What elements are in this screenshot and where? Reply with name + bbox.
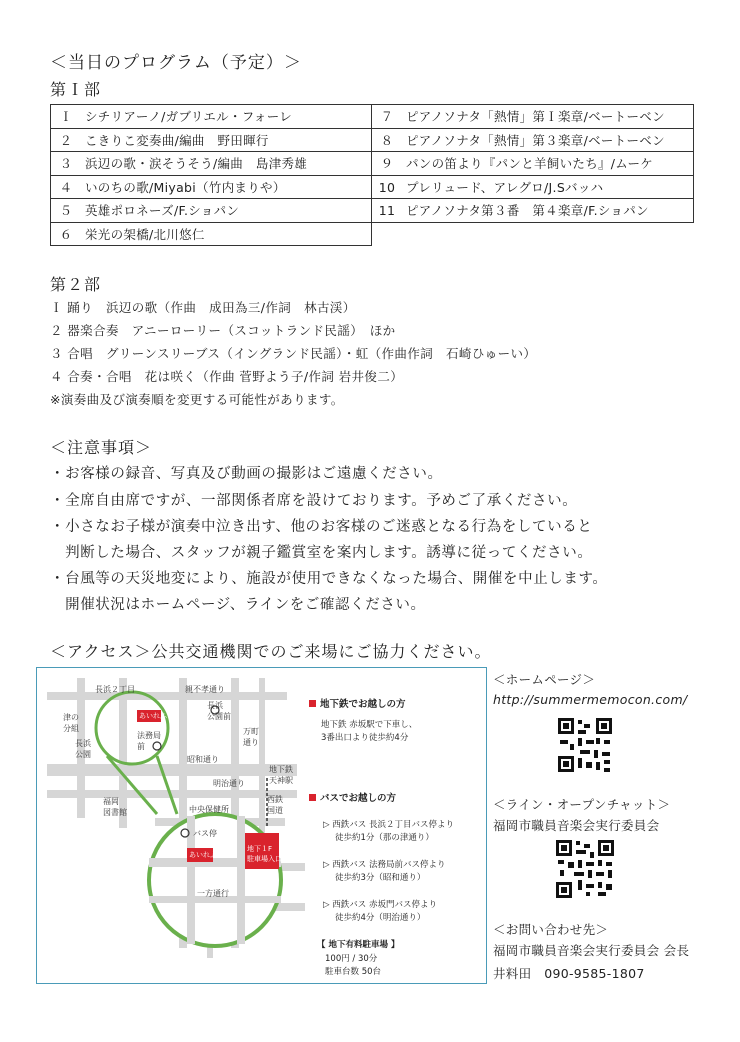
homepage-label: ＜ホームページ＞: [493, 672, 596, 687]
bus-route: 徒歩約1分（那の津通り）: [335, 833, 434, 843]
map-label: あいれふ: [189, 851, 217, 859]
table-row: [51, 128, 694, 152]
map-label: 万町 通り: [243, 727, 259, 747]
program-item: 10 プレリュード、アレグロ/J.Sバッハ: [372, 175, 694, 199]
notice-item: 開催状況はホームページ、ラインをご確認ください。: [50, 597, 426, 613]
notice-item: 判断した場合、スタッフが親子鑑賞室を案内します。誘導に従ってください。: [50, 545, 593, 561]
notices-heading: ＜注意事項＞: [50, 438, 153, 457]
subway-title: 地下鉄でお越しの方: [309, 696, 406, 710]
table-row: [51, 175, 694, 199]
part2-item: ２ 器楽合奏 アニーローリー（スコットランド民謡） ほか: [50, 323, 396, 338]
parking-line: 駐車台数 50台: [325, 967, 382, 977]
program-item: ５ 英雄ポロネーズ/F.ショパン: [51, 199, 372, 223]
map-label: 福岡 図書館: [103, 797, 127, 817]
contact-label: ＜お問い合わせ先＞: [493, 922, 609, 937]
program-item: ９ パンの笛より『パンと羊飼いたち』/ムーケ: [372, 152, 694, 176]
empty-cell: [372, 222, 694, 246]
map-label: 長浜２丁目: [95, 685, 135, 694]
bus-route: ▷ 西鉄バス 法務局前バス停より: [323, 860, 446, 870]
part2-item: ４ 合奏・合唱 花は咲く（作曲 菅野よう子/作詞 岩井俊二）: [50, 369, 404, 384]
homepage-qr-code[interactable]: [556, 716, 614, 774]
contact-org: 福岡市職員音楽会実行委員会 会長: [493, 943, 690, 958]
square-bullet-icon: [309, 794, 316, 801]
map-label: 法務局 前: [137, 731, 161, 751]
part2-note: ※演奏曲及び演奏順を変更する可能性があります。: [50, 392, 344, 407]
table-row: [51, 222, 694, 246]
map-label: 西鉄 国道: [267, 795, 283, 815]
line-qr-code[interactable]: [554, 838, 616, 900]
program-item: ８ ピアノソナタ「熱情」第３楽章/ベートーベン: [372, 128, 694, 152]
parking-line: 100円 / 30分: [325, 954, 378, 964]
line-label: ＜ライン・オープンチャット＞: [493, 797, 671, 812]
subway-text: 地下鉄 赤坂駅で下車し、: [321, 720, 418, 730]
map-label: 地下鉄 天神駅: [269, 765, 293, 785]
access-heading: ＜アクセス＞公共交通機関でのご来場にご協力ください。: [50, 642, 492, 661]
program-heading: ＜当日のプログラム（予定）＞: [50, 53, 302, 73]
table-row: [51, 199, 694, 223]
program-item: ７ ピアノソナタ「熱情」第Ｉ楽章/ベートーベン: [372, 105, 694, 129]
subway-text: 3番出口より徒歩約4分: [321, 733, 409, 743]
bus-route: ▷ 西鉄バス 長浜２丁目バス停より: [323, 820, 454, 830]
map-label: バス停: [193, 829, 217, 838]
program-item: ４ いのちの歌/Miyabi（竹内まりや）: [51, 175, 372, 199]
notice-item: ・小さなお子様が演奏中泣き出す、他のお客様のご迷惑となる行為をしていると: [50, 519, 593, 535]
map-label: 津の 分組: [63, 713, 79, 733]
bus-route: ▷ 西鉄バス 赤坂門バス停より: [323, 900, 437, 910]
part2-item: ３ 合唱 グリーンスリーブス（イングランド民謡）・虹（作曲作詞 石崎ひゅーい）: [50, 346, 537, 361]
program-item: ６ 栄光の架橋/北川悠仁: [51, 222, 372, 246]
homepage-link[interactable]: http://summermemocon.com/: [493, 692, 688, 707]
line-group-name: 福岡市職員音楽会実行委員会: [493, 818, 660, 833]
bus-route: 徒歩約4分（明治通り）: [335, 913, 426, 923]
part2-title: 第２部: [50, 275, 102, 294]
program-item: Ｉ シチリアーノ/ガブリエル・フォーレ: [51, 105, 372, 129]
bus-route: 徒歩約3分（昭和通り）: [335, 873, 426, 883]
map-label: 一方通行: [197, 889, 229, 898]
square-bullet-icon: [309, 700, 316, 707]
part1-title: 第Ｉ部: [50, 80, 102, 99]
program-item: ２ こきりこ変奏曲/編曲 野田暉行: [51, 128, 372, 152]
map-label: 長浜 公園前: [207, 701, 231, 721]
map-label: 中央保健所: [189, 805, 229, 814]
map-label: 親不孝通り: [185, 685, 225, 694]
part2-item: Ｉ 踊り 浜辺の歌（作曲 成田為三/作詞 林古渓）: [50, 300, 356, 315]
table-row: [51, 152, 694, 176]
map-label: 明治通り: [213, 779, 245, 788]
program-item: ３ 浜辺の歌・涙そうそう/編曲 島津秀雄: [51, 152, 372, 176]
program-item: 11 ピアノソナタ第３番 第４楽章/F.ショパン: [372, 199, 694, 223]
table-row: [51, 105, 694, 129]
map-label: あいれふ: [139, 712, 167, 720]
bus-title: バスでお越しの方: [309, 790, 396, 804]
notice-item: ・台風等の天災地変により、施設が使用できなくなった場合、開催を中止します。: [50, 571, 608, 587]
notice-item: ・お客様の録音、写真及び動画の撮影はご遠慮ください。: [50, 466, 443, 482]
access-map: [36, 667, 487, 984]
location-circle: [96, 692, 168, 764]
contact-person: 井料田 090-9585-1807: [493, 966, 645, 981]
map-label: 地下１F 駐車場入口: [247, 845, 282, 863]
notice-item: ・全席自由席ですが、一部関係者席を設けております。予めご了承ください。: [50, 493, 578, 509]
parking-title: 【 地下有料駐車場 】: [317, 940, 400, 950]
map-label: 昭和通り: [187, 755, 219, 764]
part1-table: [50, 104, 694, 246]
map-label: 長浜 公園: [75, 739, 91, 759]
